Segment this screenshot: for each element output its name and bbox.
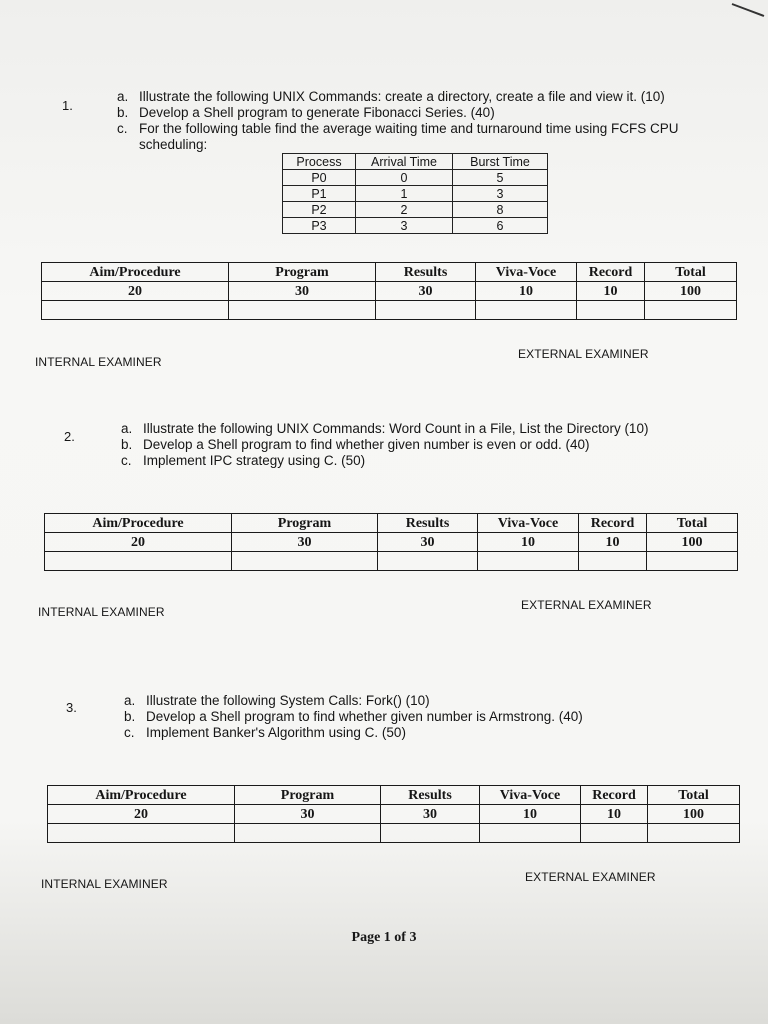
question-items	[124, 693, 724, 741]
table-row: P2 2 8	[283, 202, 548, 218]
table-row: P3 3 6	[283, 218, 548, 234]
question-item: a. Illustrate the following System Calls: Fork() (10)	[124, 693, 430, 708]
marks-table-max-row: 20 30 30 10 10 100	[48, 805, 740, 824]
question-item: a. Illustrate the following UNIX Commands: create a directory, create a file and view it. (10)	[117, 89, 665, 104]
internal-examiner-label: INTERNAL EXAMINER	[41, 877, 168, 891]
internal-examiner-label: INTERNAL EXAMINER	[35, 355, 162, 369]
marks-table-max-row: 20 30 30 10 10 100	[42, 282, 737, 301]
question-item: b. Develop a Shell program to find whether given number is even or odd. (40)	[121, 437, 590, 452]
question-number: 3.	[66, 700, 77, 715]
marks-table-max-row: 20 30 30 10 10 100	[45, 533, 738, 552]
page-number: Page 1 of 3	[351, 930, 417, 945]
question-item: c. Implement Banker's Algorithm using C. (50)	[124, 725, 406, 740]
table-row: P1 1 3	[283, 186, 548, 202]
question-item: c. Implement IPC strategy using C. (50)	[121, 453, 366, 468]
marks-table-blank-row	[48, 824, 740, 843]
table-row: P0 0 5	[283, 170, 548, 186]
process-table	[282, 153, 548, 234]
marks-table-header: Aim/Procedure Program Results Viva-Voce Record Total	[48, 786, 740, 805]
external-examiner-label: EXTERNAL EXAMINER	[518, 347, 649, 361]
marks-table-blank-row	[42, 301, 737, 320]
marks-table-header: Aim/Procedure Program Results Viva-Voce Record Total	[45, 514, 738, 533]
marks-table-blank-row	[45, 552, 738, 571]
question-item: b. Develop a Shell program to generate Fibonacci Series. (40)	[117, 105, 495, 120]
marks-table	[47, 785, 740, 843]
marks-table	[41, 262, 737, 320]
question-item: a. Illustrate the following UNIX Commands: Word Count in a File, List the Directory (10)	[121, 421, 649, 436]
question-number: 2.	[64, 429, 75, 444]
question-item: c. For the following table find the average waiting time and turnaround time using FCFS CPU scheduling:	[117, 121, 679, 152]
external-examiner-label: EXTERNAL EXAMINER	[521, 598, 652, 612]
question-number: 1.	[62, 98, 73, 113]
corner-pen-mark	[728, 0, 768, 20]
internal-examiner-label: INTERNAL EXAMINER	[38, 605, 165, 619]
process-table-header: Process Arrival Time Burst Time	[283, 154, 548, 170]
marks-table	[44, 513, 738, 571]
question-item: b. Develop a Shell program to find whether given number is Armstrong. (40)	[124, 709, 583, 724]
question-items	[117, 89, 737, 153]
external-examiner-label: EXTERNAL EXAMINER	[525, 870, 656, 884]
marks-table-header: Aim/Procedure Program Results Viva-Voce Record Total	[42, 263, 737, 282]
question-items	[121, 421, 721, 469]
